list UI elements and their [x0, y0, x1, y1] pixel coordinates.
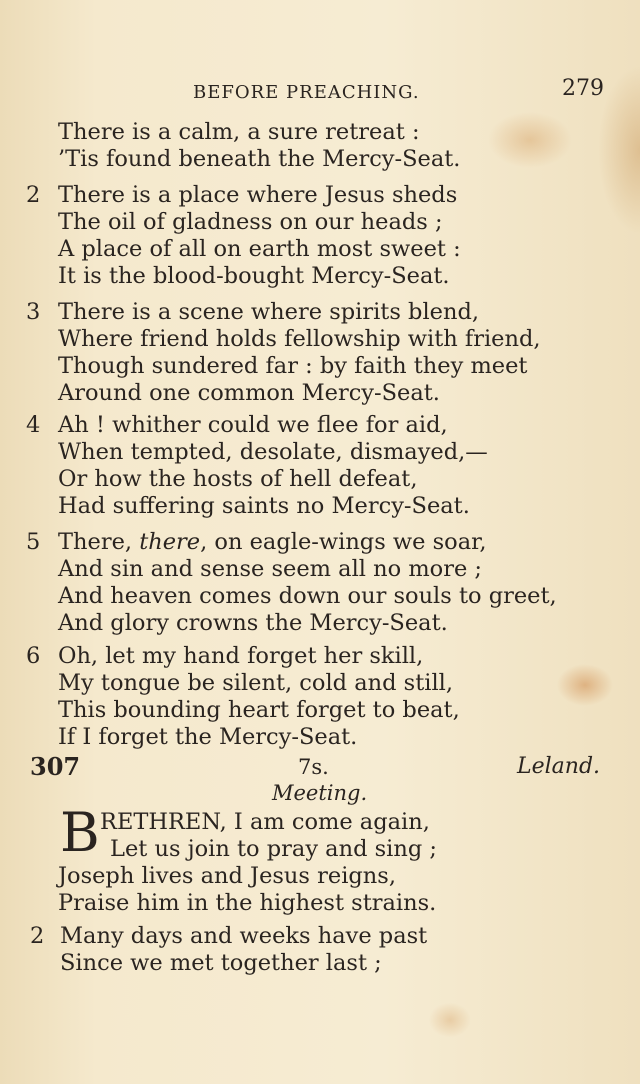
drop-cap: B — [60, 801, 100, 864]
hymn-title: Meeting. — [272, 781, 368, 805]
verse-line: Where friend holds fellowship with friend, — [58, 326, 541, 352]
verse-line: Around one common Mercy-Seat. — [58, 380, 440, 406]
verse-number: 2 — [26, 182, 41, 208]
verse-line: Joseph lives and Jesus reigns, — [58, 863, 396, 889]
verse-number: 4 — [26, 412, 41, 438]
page-number: 279 — [562, 76, 604, 101]
verse-line: Since we met together last ; — [60, 950, 382, 976]
verse-line: There is a scene where spirits blend, — [58, 299, 480, 325]
verse-line: When tempted, desolate, dismayed,— — [58, 439, 488, 465]
verse-line: And glory crowns the Mercy-Seat. — [58, 610, 448, 636]
verse-line: And sin and sense seem all no more ; — [58, 556, 483, 582]
running-head: BEFORE PREACHING. — [193, 82, 420, 103]
verse-line: There is a place where Jesus sheds — [58, 182, 458, 208]
verse-line: Let us join to pray and sing ; — [110, 836, 438, 862]
verse-line: Had suffering saints no Mercy-Seat. — [58, 493, 470, 519]
verse-line: A place of all on earth most sweet : — [58, 236, 461, 262]
hymn-tune: Leland. — [517, 754, 601, 779]
verse-line: Or how the hosts of hell defeat, — [58, 466, 418, 492]
hymn-heading — [0, 752, 640, 782]
verse-line: It is the blood-bought Mercy-Seat. — [58, 263, 450, 289]
hymn-meter: 7s. — [298, 755, 329, 779]
verse-line: This bounding heart forget to beat, — [58, 697, 460, 723]
verse-text: There, — [58, 529, 140, 555]
verse-number: 6 — [26, 643, 41, 669]
verse-line: If I forget the Mercy-Seat. — [58, 724, 358, 750]
verse-line: ’Tis found beneath the Mercy-Seat. — [58, 146, 461, 172]
hymn-number: 307 — [30, 752, 81, 781]
verse-line: My tongue be silent, cold and still, — [58, 670, 453, 696]
page-header — [0, 76, 640, 108]
verse-line: Oh, let my hand forget her skill, — [58, 643, 424, 669]
verse-line: Praise him in the highest strains. — [58, 890, 437, 916]
verse-line: Many days and weeks have past — [60, 923, 428, 949]
verse-line: RETHREN, I am come again, — [100, 809, 430, 835]
verse-line: And heaven comes down our souls to greet, — [58, 583, 557, 609]
verse-number: 3 — [26, 299, 41, 325]
verse-line — [58, 528, 487, 556]
emphasized-word: there — [139, 529, 201, 555]
verse-line: The oil of gladness on our heads ; — [58, 209, 443, 235]
verse-number: 5 — [26, 529, 41, 555]
verse-line: There is a calm, a sure retreat : — [58, 119, 420, 145]
verse-text: , on eagle-wings we soar, — [200, 529, 487, 555]
verse-line: Though sundered far : by faith they meet — [58, 353, 528, 379]
verse-number: 2 — [30, 923, 45, 949]
verse-line: Ah ! whither could we flee for aid, — [58, 412, 448, 438]
